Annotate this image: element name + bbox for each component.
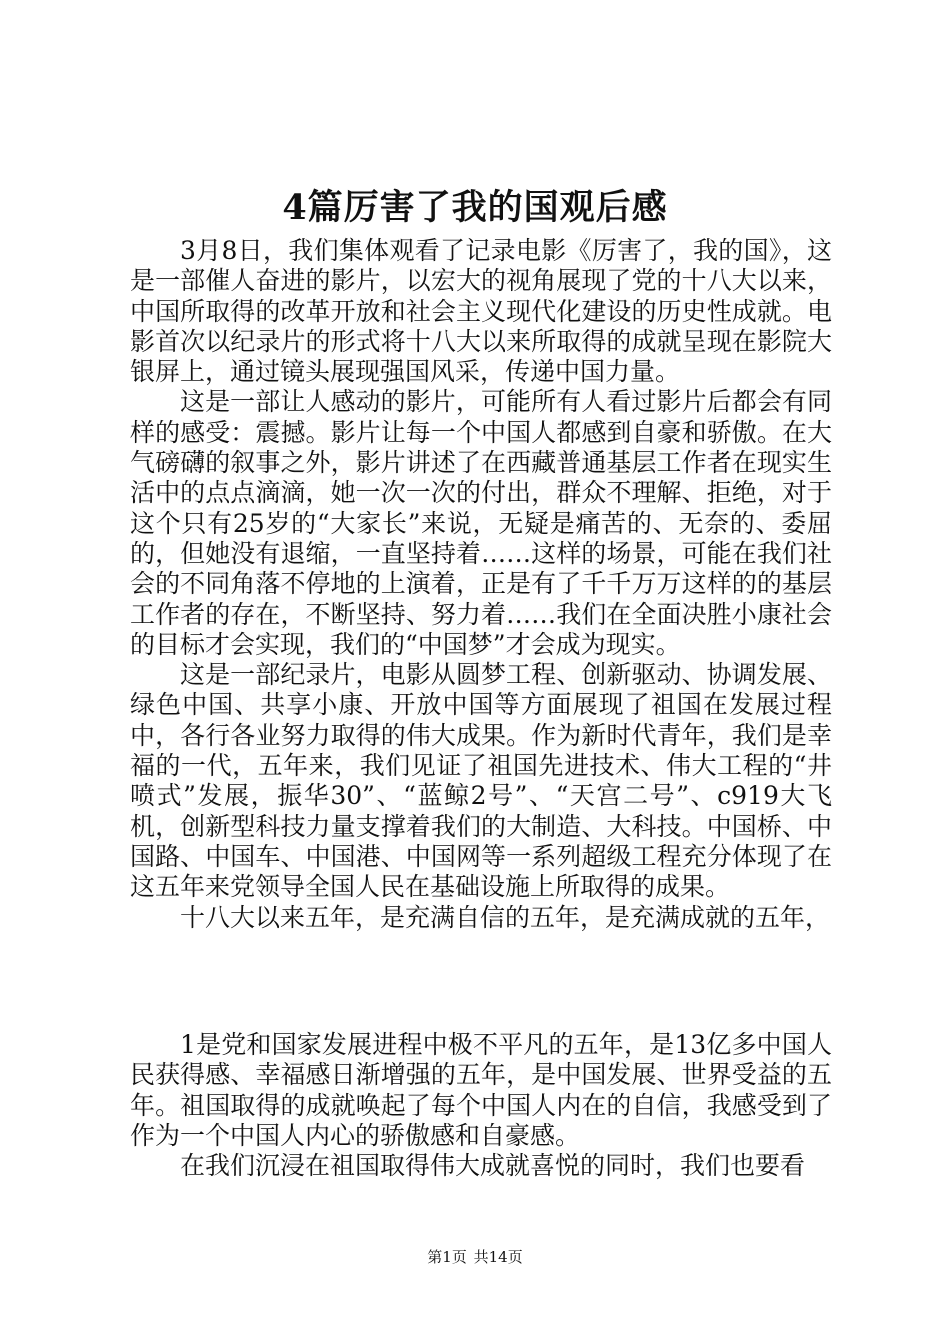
page-total: 共14页	[473, 1248, 523, 1266]
page-number: 第1页	[427, 1248, 467, 1266]
body-text-block-continued	[130, 1030, 832, 1181]
paragraph: 十八大以来五年，是充满自信的五年，是充满成就的五年，	[180, 902, 831, 932]
body-text-block	[130, 236, 832, 933]
page-footer	[0, 1246, 950, 1267]
paragraph: 3月8日，我们集体观看了记录电影《厉害了，我的国》，这是一部催人奋进的影片，以宏大的视角展现了党的十八大以来，中国所取得的改革开放和社会主义现代化建设的历史性成就。电影首次以纪录片的形式将十八大以来所取得的成就呈现在影院大银屏上，通过镜头展现强国风采，传递中国力量。	[130, 236, 832, 387]
paragraph: 1是党和国家发展进程中极不平凡的五年，是13亿多中国人民获得感、幸福感日渐增强的五年，是中国发展、世界受益的五年。祖国取得的成就唤起了每个中国人内在的自信，我感受到了作为一个中国人内心的骄傲感和自豪感。	[130, 1030, 832, 1150]
document-title: 4篇厉害了我的国观后感	[282, 187, 668, 228]
paragraph: 在我们沉浸在祖国取得伟大成就喜悦的同时，我们也要看	[180, 1151, 806, 1181]
paragraph: 这是一部纪录片，电影从圆梦工程、创新驱动、协调发展、绿色中国、共享小康、开放中国等方面展现了祖国在发展过程中，各行各业努力取得的伟大成果。作为新时代青年，我们是幸福的一代，五年来，我们见证了祖国先进技术、伟大工程的“井喷式”发展，振华30”、“蓝鲸2号”、“天宫二号”、c919大飞机，创新型科技力量支撑着我们的大制造、大科技。中国桥、中国路、中国车、中国港、中国网等一系列超级工程充分体现了在这五年来党领导全国人民在基础设施上所取得的成果。	[130, 660, 832, 902]
paragraph: 这是一部让人感动的影片，可能所有人看过影片后都会有同样的感受：震撼。影片让每一个中国人都感到自豪和骄傲。在大气磅礴的叙事之外，影片讲述了在西藏普通基层工作者在现实生活中的点点滴滴，她一次一次的付出，群众不理解、拒绝，对于这个只有25岁的“大家长”来说，无疑是痛苦的、无奈的、委屈的，但她没有退缩，一直坚持着……这样的场景，可能在我们社会的不同角落不停地的上演着，正是有了千千万万这样的的基层工作者的存在，不断坚持、努力着……我们在全面决胜小康社会的目标才会实现，我们的“中国梦”才会成为现实。	[130, 387, 832, 659]
